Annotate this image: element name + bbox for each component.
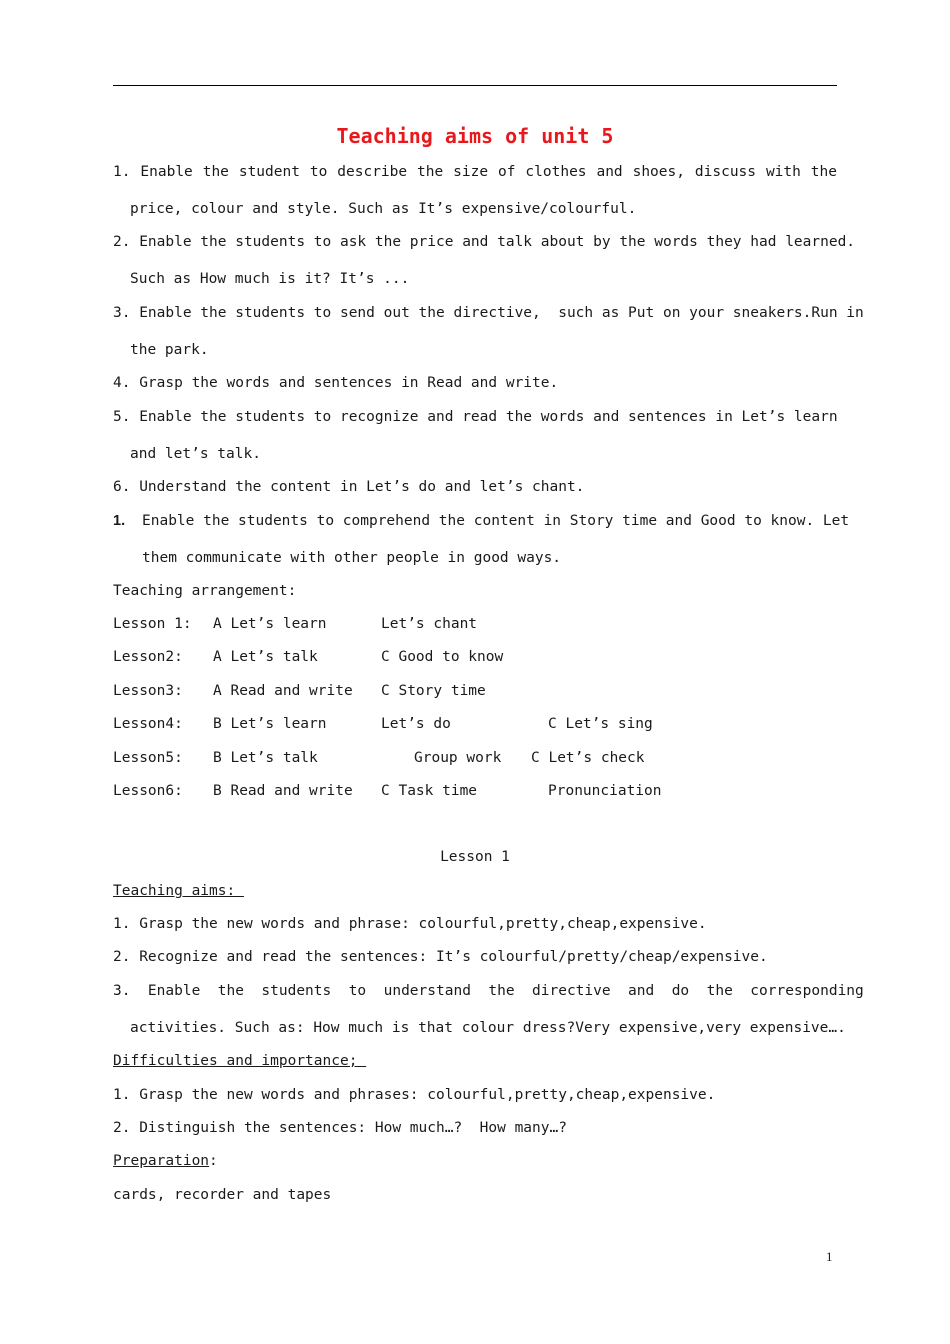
aim-5-line-1: 5. Enable the students to recognize and read the words and sentences in Let’s learn — [113, 409, 838, 425]
aim-2-line-1: 2. Enable the students to ask the price and talk about by the words they had learned. — [113, 234, 856, 250]
aim-7-number: 1. — [113, 513, 126, 529]
arrangement-part-b: Group work — [414, 750, 502, 766]
arrangement-part-a: A Read and write — [213, 683, 353, 699]
lesson-1-aim-2: 2. Recognize and read the sentences: It’s colourful/pretty/cheap/expensive. — [113, 949, 768, 965]
arrangement-part-a: B Let’s learn — [213, 716, 327, 732]
arrangement-part-a: B Let’s talk — [213, 750, 318, 766]
aim-3-line-1: 3. Enable the students to send out the directive, such as Put on your sneakers.Run in — [113, 305, 864, 321]
arrangement-lesson: Lesson5: — [113, 750, 183, 766]
arrangement-lesson: Lesson3: — [113, 683, 183, 699]
preparation-heading: Preparation — [113, 1153, 210, 1169]
arrangement-lesson: Lesson6: — [113, 783, 183, 799]
arrangement-part-a: A Let’s talk — [213, 649, 318, 665]
difficulties-heading: Difficulties and importance; — [113, 1053, 367, 1069]
aim-1-line-1: 1. Enable the student to describe the size of clothes and shoes, discuss with the — [113, 164, 837, 180]
preparation-text: cards, recorder and tapes — [113, 1187, 332, 1203]
lesson-1-aim-3-line-1: 3. Enable the students to understand the directive and do the corresponding — [113, 983, 864, 999]
arrangement-part-b: C Good to know — [381, 649, 504, 665]
arrangement-part-b: Let’s chant — [381, 616, 478, 632]
lesson-1-title: Lesson 1 — [440, 849, 510, 865]
aim-7-line-2: them communicate with other people in good ways. — [142, 550, 562, 566]
arrangement-lesson: Lesson2: — [113, 649, 183, 665]
aim-1-line-2: price, colour and style. Such as It’s expensive/colourful. — [130, 201, 637, 217]
header-rule — [113, 85, 837, 86]
arrangement-part-b: Let’s do — [381, 716, 451, 732]
aim-7-line-1: Enable the students to comprehend the content in Story time and Good to know. Let — [142, 513, 850, 529]
page-title: Teaching aims of unit 5 — [336, 124, 614, 148]
arrangement-part-b: C Story time — [381, 683, 486, 699]
arrangement-part-c: C Let’s sing — [548, 716, 653, 732]
arrangement-part-b: C Task time — [381, 783, 478, 799]
aim-4: 4. Grasp the words and sentences in Read and write. — [113, 375, 559, 391]
arrangement-heading: Teaching arrangement: — [113, 583, 297, 599]
lesson-1-aims-heading: Teaching aims: — [113, 883, 244, 899]
aim-2-line-2: Such as How much is it? It’s ... — [130, 271, 410, 287]
preparation-colon: : — [209, 1153, 218, 1169]
difficulty-1: 1. Grasp the new words and phrases: colourful,pretty,cheap,expensive. — [113, 1087, 716, 1103]
lesson-1-aim-1: 1. Grasp the new words and phrase: colourful,pretty,cheap,expensive. — [113, 916, 707, 932]
preparation-heading-row — [113, 1153, 218, 1169]
arrangement-part-c: Pronunciation — [548, 783, 662, 799]
page-number: 1 — [826, 1249, 833, 1264]
arrangement-part-c: C Let’s check — [531, 750, 645, 766]
arrangement-lesson: Lesson 1: — [113, 616, 192, 632]
arrangement-part-a: A Let’s learn — [213, 616, 327, 632]
arrangement-lesson: Lesson4: — [113, 716, 183, 732]
arrangement-part-a: B Read and write — [213, 783, 353, 799]
aim-3-line-2: the park. — [130, 342, 209, 358]
difficulty-2: 2. Distinguish the sentences: How much…? How many…? — [113, 1120, 567, 1136]
aim-6: 6. Understand the content in Let’s do and let’s chant. — [113, 479, 585, 495]
lesson-1-aim-3-line-2: activities. Such as: How much is that colour dress?Very expensive,very expensive…. — [130, 1020, 846, 1036]
aim-5-line-2: and let’s talk. — [130, 446, 261, 462]
